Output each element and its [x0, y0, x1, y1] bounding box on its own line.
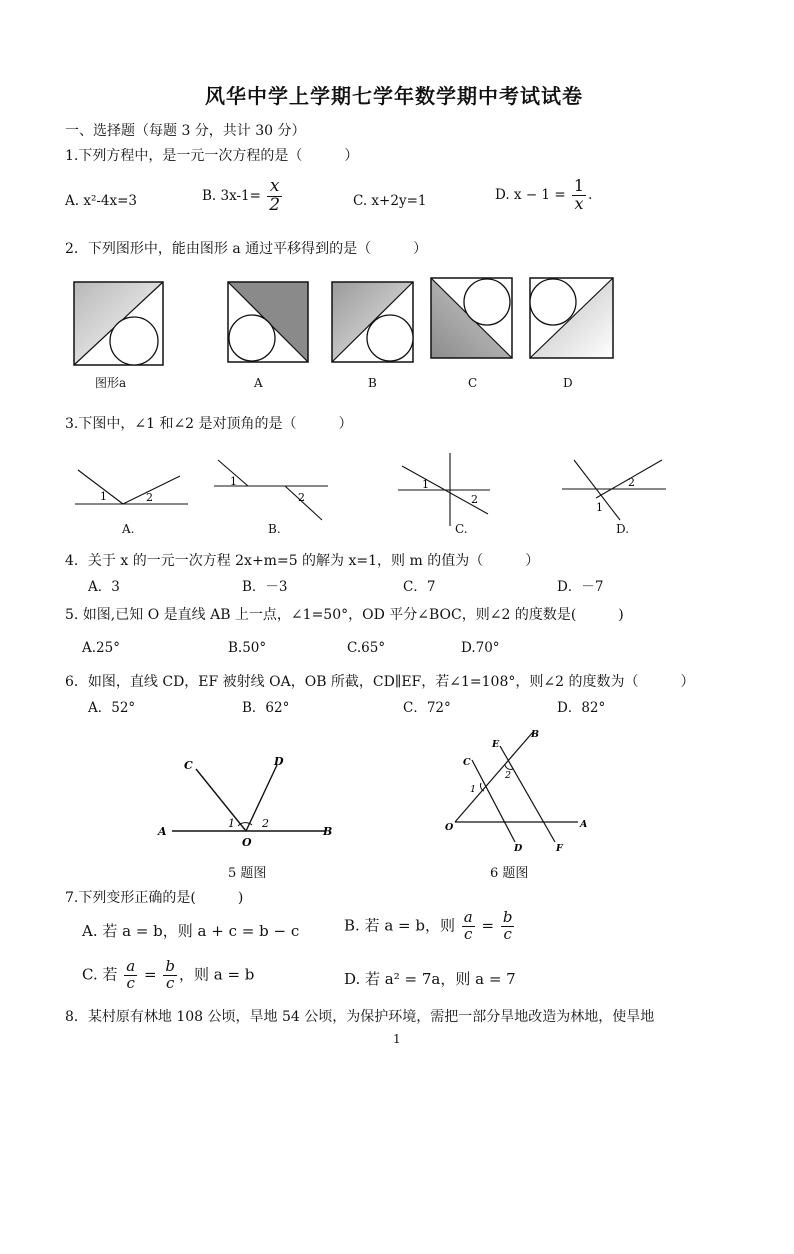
q7-c-suffix: ，则 a = b — [178, 965, 255, 984]
q2-label-d: D — [563, 376, 573, 390]
q3-a-angle1: 1 — [100, 490, 107, 503]
q7-c-left-fraction — [124, 959, 137, 992]
q7-c-equals: = — [144, 965, 157, 984]
q4-option-a[interactable]: A．3 — [88, 579, 120, 595]
question-5-stem: 5. 如图,已知 O 是直线 AB 上一点，∠1=50°，OD 平分∠BOC，则∠2 的度数是( ) — [65, 607, 624, 623]
q7-c-right-num: b — [165, 957, 175, 975]
q3-c-angle1: 1 — [422, 478, 429, 491]
q1-b-numerator: x — [267, 178, 282, 197]
question-3-stem: 3.下图中，∠1 和∠2 是对顶角的是（ ） — [65, 416, 353, 432]
question-4-stem: 4．关于 x 的一元一次方程 2x+m=5 的解为 x=1，则 m 的值为（ ） — [65, 553, 540, 569]
q1-b-denominator: 2 — [269, 194, 281, 215]
q2-label-c: C — [468, 376, 478, 390]
q7-option-d[interactable]: D. 若 a² = 7a，则 a = 7 — [344, 970, 516, 988]
q3-b-angle2: 2 — [298, 491, 305, 504]
fig6-caption: 6 题图 — [490, 866, 529, 881]
fig5-label-1: 1 — [228, 817, 235, 830]
q5-option-d[interactable]: D.70° — [461, 640, 500, 656]
q6-option-b[interactable]: B．62° — [242, 700, 290, 716]
question-1-stem: 1.下列方程中，是一元一次方程的是（ ） — [65, 148, 359, 164]
q1-d-suffix: . — [588, 186, 593, 203]
page-number: 1 — [393, 1032, 401, 1046]
q1-option-b[interactable] — [202, 178, 284, 215]
q3-a-angle2: 2 — [146, 491, 153, 504]
q2-label-figure-a: 图形a — [95, 376, 127, 390]
question-7-stem: 7.下列变形正确的是( ) — [65, 890, 244, 906]
q7-b-left-num: a — [463, 908, 473, 926]
figure-option-b[interactable] — [332, 282, 413, 362]
figure-option-a[interactable] — [228, 282, 308, 362]
q1-option-a[interactable]: A. x²-4x=3 — [65, 193, 138, 209]
q3-d-angle1: 1 — [596, 501, 603, 514]
q7-b-right-den: c — [503, 924, 512, 943]
q3-figure-c[interactable] — [398, 453, 490, 526]
q5-option-a[interactable]: A.25° — [82, 640, 120, 656]
q3-b-angle1: 1 — [230, 475, 237, 488]
q1-d-denominator: x — [574, 193, 584, 213]
q7-c-left-den: c — [126, 973, 135, 992]
q1-b-prefix: B. 3x-1= — [202, 187, 261, 204]
figure-option-c[interactable] — [431, 278, 512, 358]
fig5-caption: 5 题图 — [228, 866, 267, 881]
q2-label-a: A — [254, 376, 263, 390]
fig6-label-c: C — [463, 757, 471, 768]
figure-a — [74, 282, 163, 365]
fig5-label-c: C — [184, 759, 193, 772]
fig6-label-f: F — [556, 843, 563, 854]
q3-label-d: D. — [616, 522, 630, 536]
q7-b-left-fraction — [462, 910, 475, 943]
fig6-label-a: A — [580, 819, 588, 830]
q7-b-left-den: c — [464, 924, 473, 943]
q3-figure-d[interactable] — [562, 460, 666, 520]
q3-figures — [0, 448, 794, 538]
q7-b-prefix: B. 若 a = b，则 — [344, 916, 455, 935]
q4-option-d[interactable]: D．－7 — [557, 579, 604, 595]
fig6-label-o: O — [445, 822, 454, 833]
question-6-stem: 6．如图，直线 CD，EF 被射线 OA，OB 所截，CD∥EF，若∠1=108°，则∠2 的度数为（ ） — [65, 674, 695, 690]
question-8-stem: 8．某村原有林地 108 公顷，旱地 54 公顷，为保护环境，需把一部分旱地改造为林地，使旱地 — [65, 1009, 655, 1025]
fig6-label-d: D — [514, 843, 523, 854]
q1-d-fraction — [572, 178, 586, 213]
q1-b-fraction — [267, 178, 282, 215]
q3-d-angle2: 2 — [628, 476, 635, 489]
q5-option-c[interactable]: C.65° — [347, 640, 386, 656]
q3-label-b: B. — [268, 522, 281, 536]
fig6-label-1: 1 — [470, 784, 477, 795]
q1-d-prefix: D. x − 1 = — [495, 186, 566, 203]
q6-option-c[interactable]: C．72° — [403, 700, 451, 716]
q5-option-b[interactable]: B.50° — [228, 640, 267, 656]
q3-figure-a[interactable] — [75, 470, 188, 504]
fig5-label-d: D — [274, 755, 284, 768]
figure-option-d[interactable] — [530, 278, 613, 358]
q7-option-a[interactable]: A. 若 a = b，则 a + c = b − c — [82, 922, 300, 940]
q3-figure-b[interactable] — [214, 460, 328, 520]
q7-b-right-fraction — [501, 910, 515, 943]
fig5-diagram — [0, 725, 794, 865]
q1-d-numerator: 1 — [573, 176, 585, 195]
q7-c-left-num: a — [126, 957, 136, 975]
fig5-label-2: 2 — [262, 817, 269, 830]
fig6-label-2: 2 — [505, 770, 512, 781]
q1-option-d[interactable] — [495, 178, 592, 213]
section-heading: 一、选择题（每题 3 分，共计 30 分） — [65, 123, 306, 139]
q7-c-right-fraction — [163, 959, 177, 992]
q7-b-right-num: b — [502, 908, 513, 926]
q7-c-right-den: c — [165, 973, 175, 992]
fig5-label-a: A — [158, 825, 167, 838]
q1-option-c[interactable]: C. x+2y=1 — [353, 193, 427, 209]
q3-label-a: A. — [122, 522, 135, 536]
q7-option-b[interactable] — [344, 910, 516, 943]
q2-label-b: B — [368, 376, 377, 390]
q3-c-angle2: 2 — [471, 493, 478, 506]
q7-option-c[interactable] — [82, 959, 254, 992]
fig6-label-e: E — [492, 739, 500, 750]
q7-b-equals: = — [481, 916, 495, 935]
q3-label-c: C. — [455, 522, 468, 536]
q4-option-b[interactable]: B．－3 — [242, 579, 288, 595]
question-2-stem: 2．下列图形中，能由图形 a 通过平移得到的是（ ） — [65, 241, 428, 257]
page-title: 风华中学上学期七学年数学期中考试试卷 — [205, 84, 583, 108]
fig5-label-o: O — [242, 836, 252, 849]
fig6-label-b: B — [531, 729, 540, 740]
q6-option-d[interactable]: D．82° — [557, 700, 606, 716]
q7-c-prefix: C. 若 — [82, 965, 118, 984]
fig5-label-b: B — [323, 825, 333, 838]
q6-option-a[interactable]: A．52° — [88, 700, 136, 716]
q4-option-c[interactable]: C．7 — [403, 579, 436, 595]
